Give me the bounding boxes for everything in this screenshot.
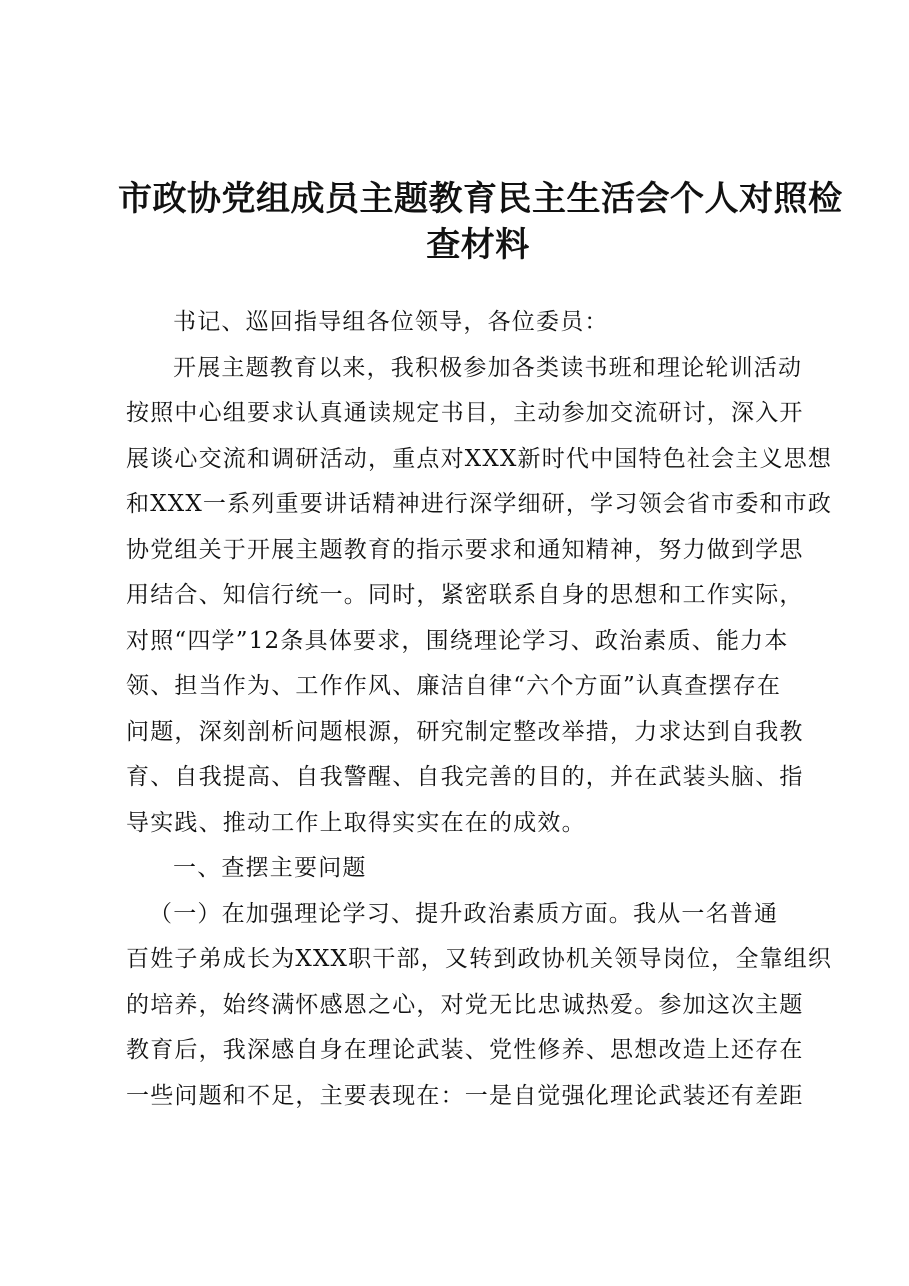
paragraph-line: 百姓子弟成长为XXX职干部，又转到政协机关领导岗位，全靠组织 <box>126 946 833 972</box>
title-line-1: 市政协党组成员主题教育民主生活会个人对照检 <box>118 179 843 219</box>
paragraph-line: 的培养，始终满怀感恩之心，对党无比忠诚热爱。参加这次主题 <box>126 991 804 1018</box>
paragraph-line: 按照中心组要求认真通读规定书目，主动参加交流研讨，深入开 <box>126 400 804 426</box>
section-heading: 一、查摆主要问题 <box>173 855 367 881</box>
paragraph-line: 一些问题和不足，主要表现在：一是自觉强化理论武装还有差距 <box>126 1082 804 1109</box>
paragraph-line: 协党组关于开展主题教育的指示要求和通知精神，努力做到学思 <box>126 536 804 563</box>
paragraph-line: 用结合、知信行统一。同时，紧密联系自身的思想和工作实际， <box>126 582 804 608</box>
paragraph-line: 和XXX一系列重要讲话精神进行深学细研，学习领会省市委和市政 <box>126 491 833 517</box>
paragraph-line: 对照“四学”12条具体要求，围绕理论学习、政治素质、能力本 <box>126 627 789 654</box>
paragraph-line: 开展主题教育以来，我积极参加各类读书班和理论轮训活动 <box>173 354 803 381</box>
paragraph-line: 问题，深刻剖析问题根源，研究制定整改举措，力求达到自我教 <box>126 718 804 745</box>
paragraph-line: （一）在加强理论学习、提升政治素质方面。我从一名普通 <box>149 900 779 927</box>
document-title <box>118 176 843 268</box>
salutation: 书记、巡回指导组各位领导，各位委员： <box>173 309 609 335</box>
paragraph-line: 展谈心交流和调研活动，重点对XXX新时代中国特色社会主义思想 <box>126 445 833 472</box>
paragraph-line: 育、自我提高、自我警醒、自我完善的目的，并在武装头脑、指 <box>126 764 804 790</box>
title-line-2: 查材料 <box>426 225 530 265</box>
paragraph-line: 导实践、推动工作上取得实实在在的成效。 <box>126 809 586 836</box>
paragraph-line: 教育后，我深感自身在理论武装、党性修养、思想改造上还存在 <box>126 1037 804 1063</box>
paragraph-line: 领、担当作为、工作作风、廉洁自律“六个方面”认真查摆存在 <box>126 673 782 699</box>
document-body <box>126 300 833 1119</box>
